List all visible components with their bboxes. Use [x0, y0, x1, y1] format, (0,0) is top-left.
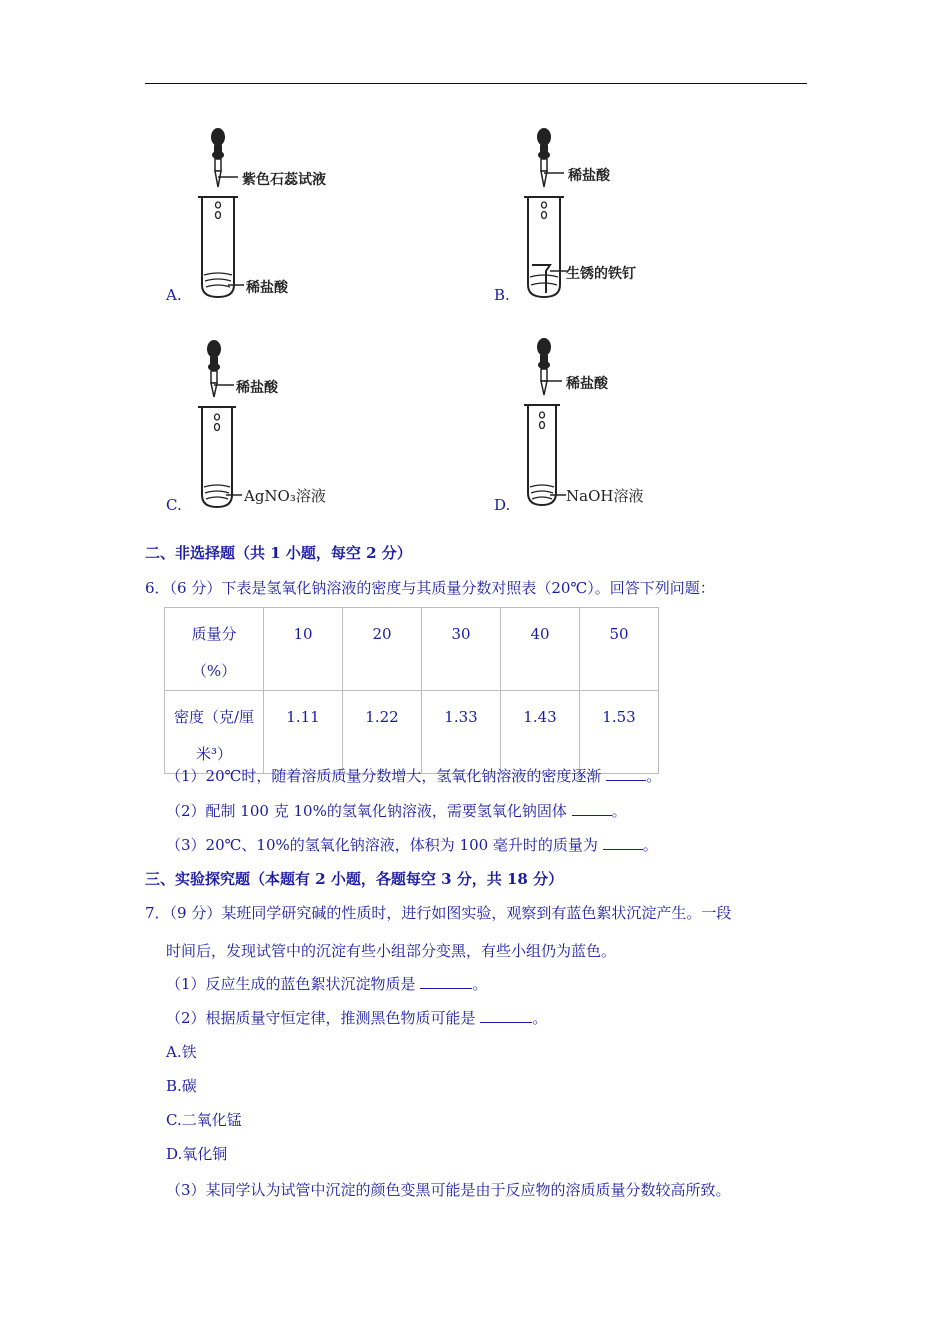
section-heading: 三、实验探究题（本题有 2 小题，各题每空 3 分，共 18 分）	[145, 870, 564, 888]
tube-label: 生锈的铁钉	[566, 266, 636, 282]
tube-label: AgNO₃溶液	[244, 487, 326, 505]
question-stem: 6．（6 分）下表是氢氧化钠溶液的密度与其质量分数对照表（20℃）。回答下列问题：	[145, 579, 715, 597]
answer-blank[interactable]	[572, 801, 612, 816]
choice-option[interactable]: B.碳	[166, 1077, 197, 1095]
answer-blank[interactable]	[606, 766, 646, 781]
sub-question: （3）20℃、10%的氢氧化钠溶液，体积为 100 毫升时的质量为 。	[166, 836, 658, 854]
table-cell: 1.33	[422, 691, 501, 774]
table-cell: 1.11	[264, 691, 343, 774]
sub-question: （3）某同学认为试管中沉淀的颜色变黑可能是由于反应物的溶质质量分数较高所致。	[166, 1181, 731, 1199]
table-header-cell: 质量分 （%）	[165, 608, 264, 691]
sub-question: （1）20℃时，随着溶质质量分数增大，氢氧化钠溶液的密度逐渐 。	[166, 767, 662, 785]
sub-question: （2）配制 100 克 10%的氢氧化钠溶液，需要氢氧化钠固体 。	[166, 802, 627, 820]
table-cell: 1.22	[343, 691, 422, 774]
table-cell: 20	[343, 608, 422, 691]
header-rule	[145, 83, 807, 84]
sub-question: （2）根据质量守恒定律，推测黑色物质可能是 。	[166, 1009, 548, 1027]
option-letter: A.	[166, 286, 182, 304]
table-cell: 30	[422, 608, 501, 691]
dropper-label: 稀盐酸	[568, 168, 610, 184]
option-letter: B.	[494, 286, 510, 304]
question-stem-continued: 时间后，发现试管中的沉淀有些小组部分变黑，有些小组仍为蓝色。	[166, 942, 617, 960]
density-table	[164, 607, 659, 774]
figure-d	[488, 335, 708, 520]
choice-option[interactable]: A.铁	[166, 1043, 197, 1061]
section-heading: 二、非选择题（共 1 小题，每空 2 分）	[145, 544, 412, 562]
answer-blank[interactable]	[420, 974, 472, 989]
answer-blank[interactable]	[603, 835, 643, 850]
table-cell: 40	[501, 608, 580, 691]
table-header-cell: 密度（克/厘 米³）	[165, 691, 264, 774]
choice-option[interactable]: D.氧化铜	[166, 1145, 228, 1163]
choice-option[interactable]: C.二氧化锰	[166, 1111, 242, 1129]
answer-blank[interactable]	[480, 1008, 532, 1023]
tube-label: 稀盐酸	[246, 280, 288, 296]
sub-question: （1）反应生成的蓝色絮状沉淀物质是 。	[166, 975, 488, 993]
option-letter: C.	[166, 496, 182, 514]
table-cell: 10	[264, 608, 343, 691]
option-letter: D.	[494, 496, 511, 514]
table-row	[165, 608, 659, 691]
figure-b	[488, 125, 708, 310]
dropper-label: 紫色石蕊试液	[242, 172, 326, 188]
figure-a	[160, 125, 380, 310]
table-cell: 1.53	[580, 691, 659, 774]
tube-label: NaOH溶液	[566, 487, 644, 505]
table-row	[165, 691, 659, 774]
table-cell: 50	[580, 608, 659, 691]
dropper-label: 稀盐酸	[236, 380, 278, 396]
question-stem: 7．（9 分）某班同学研究碱的性质时，进行如图实验，观察到有蓝色絮状沉淀产生。一段	[145, 904, 732, 922]
dropper-label: 稀盐酸	[566, 376, 608, 392]
figure-c	[160, 335, 380, 520]
table-cell: 1.43	[501, 691, 580, 774]
